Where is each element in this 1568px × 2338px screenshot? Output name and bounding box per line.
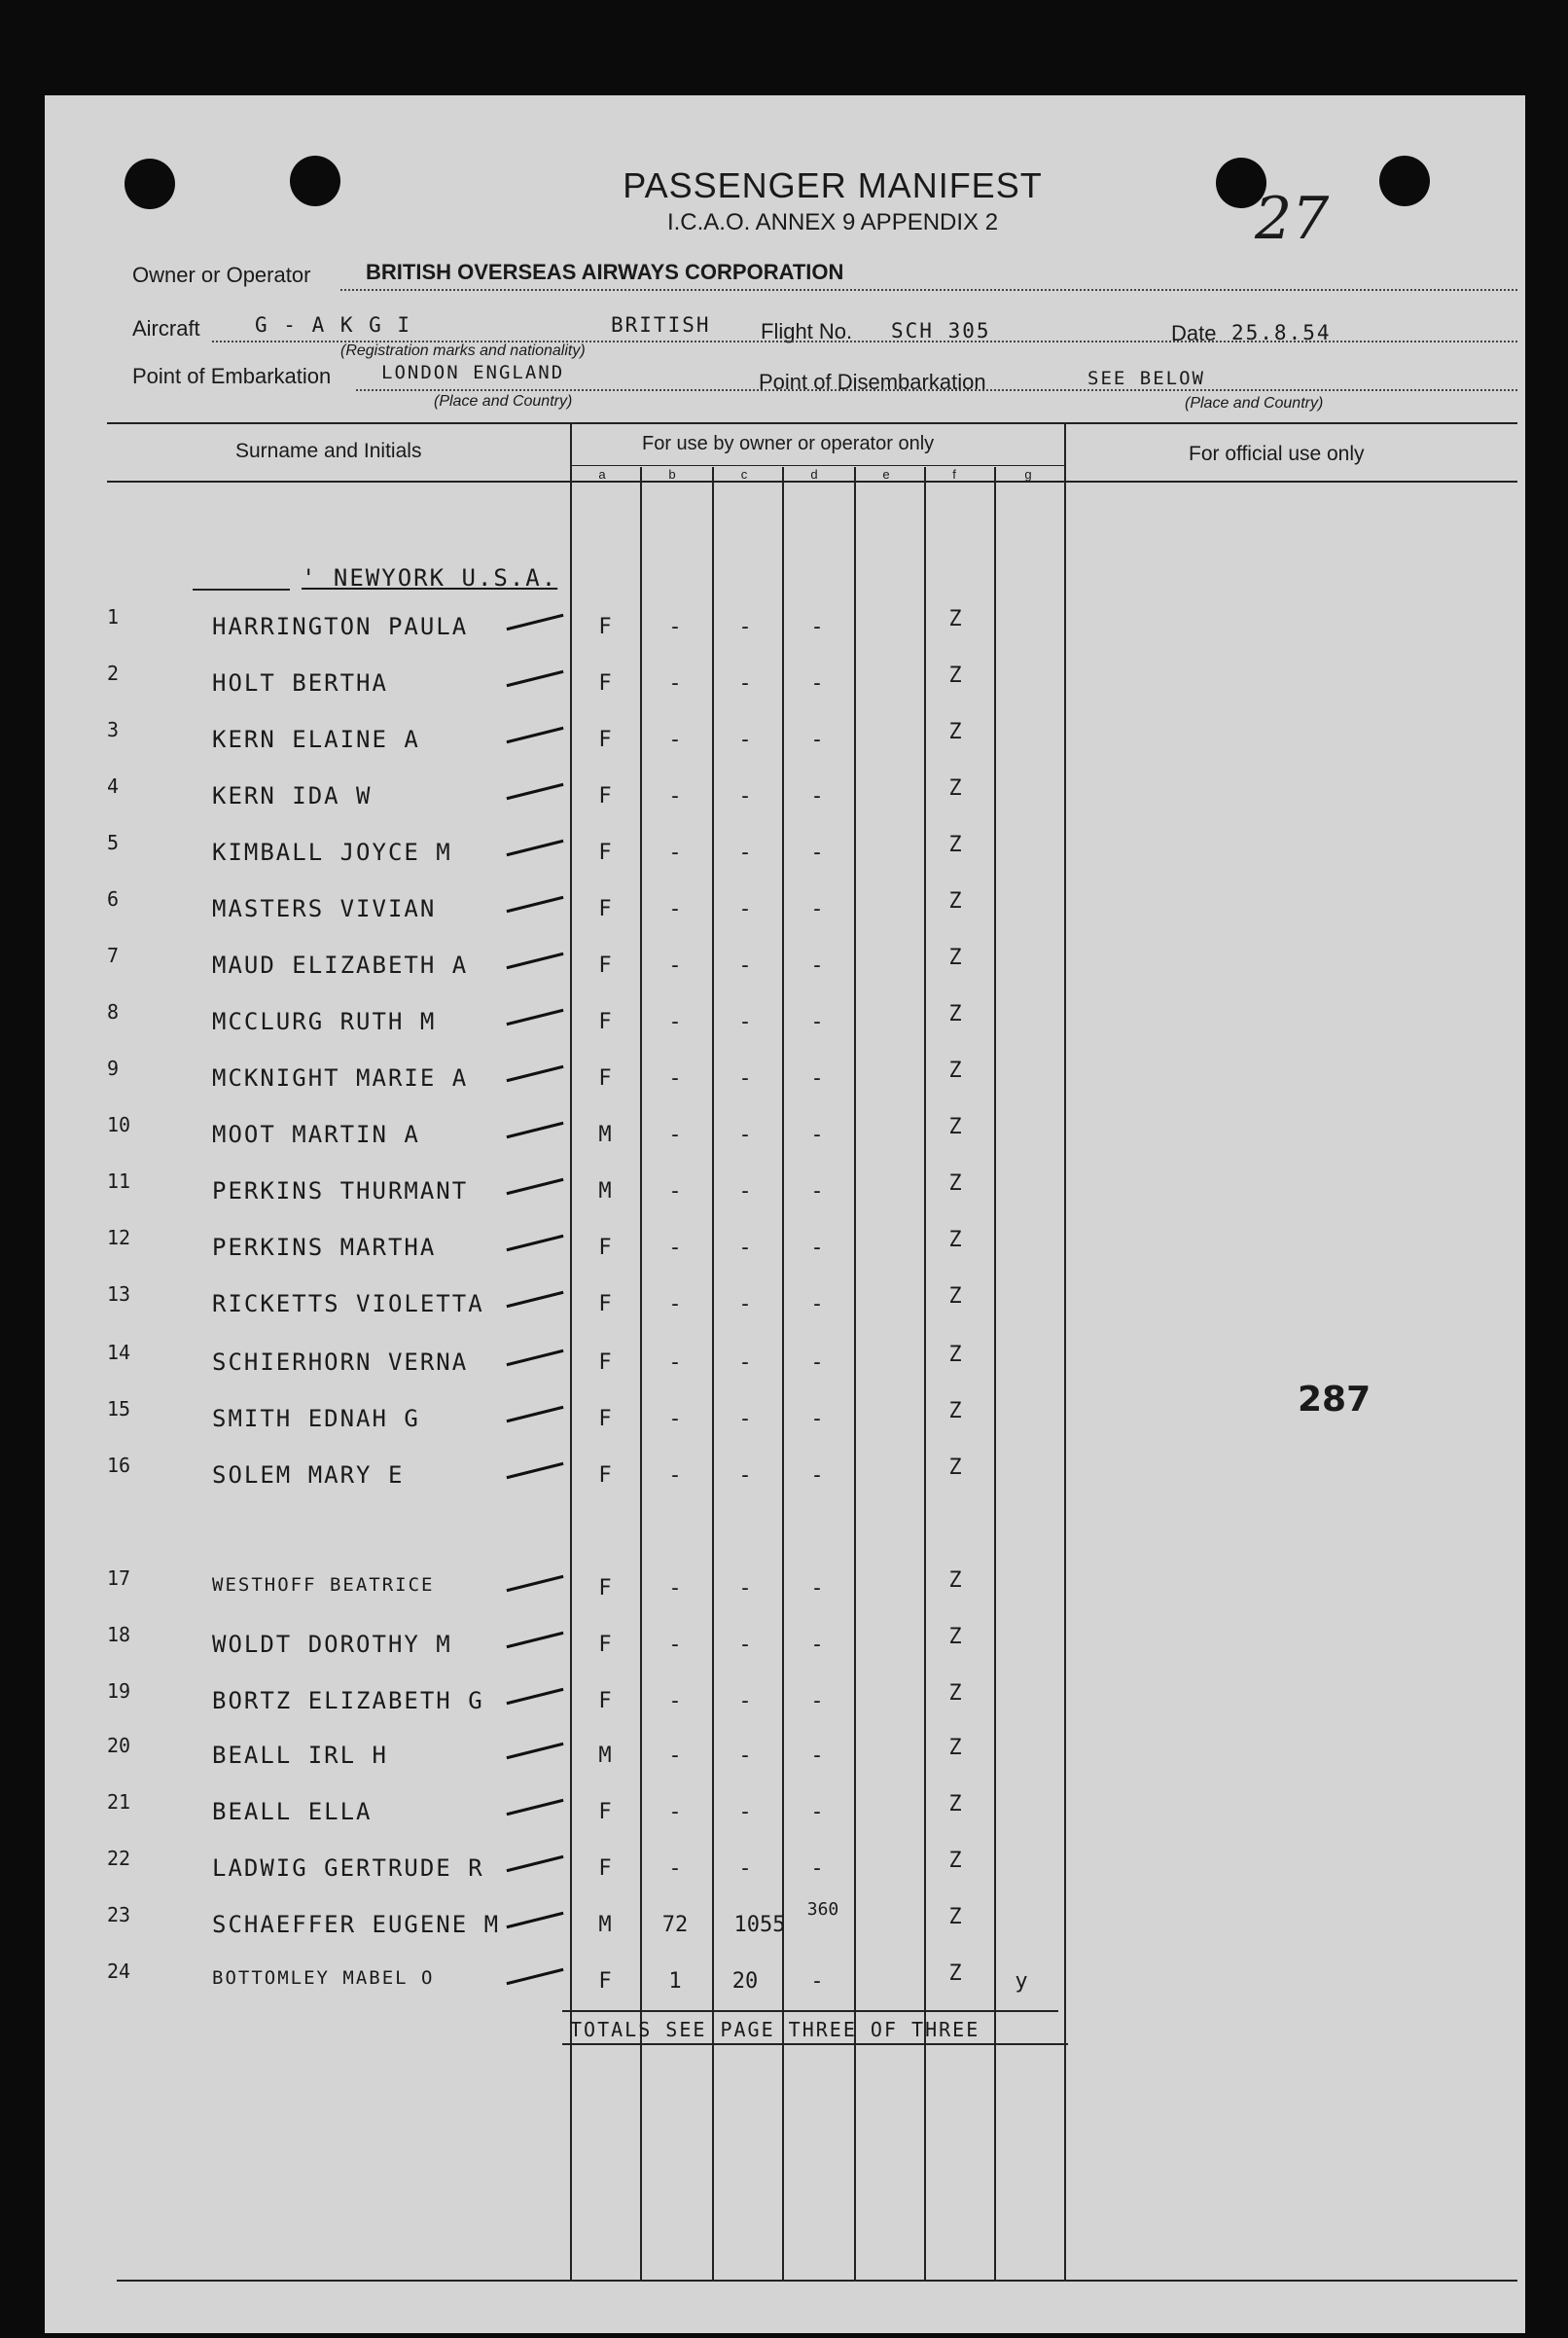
section-destination-label: ' NEWYORK U.S.A. <box>302 564 558 592</box>
cell-c: - <box>738 1407 752 1431</box>
cell-f: Z <box>948 1399 962 1423</box>
cell-f: Z <box>948 1625 962 1649</box>
cell-a: F <box>598 728 612 752</box>
cell-f: Z <box>948 1343 962 1367</box>
cell-f: Z <box>948 1284 962 1309</box>
cell-d: - <box>810 1800 824 1824</box>
row-number: 10 <box>107 1113 131 1136</box>
cell-d: - <box>810 1123 824 1147</box>
cell-a: F <box>598 1292 612 1316</box>
row-number: 5 <box>107 831 120 854</box>
cell-a: F <box>598 953 612 978</box>
cell-d: - <box>810 897 824 921</box>
cell-f: Z <box>948 1736 962 1760</box>
row-number: 20 <box>107 1734 131 1757</box>
row-number: 11 <box>107 1169 131 1193</box>
cell-d: - <box>810 1744 824 1768</box>
cell-f: Z <box>948 720 962 744</box>
column-divider-c <box>782 467 784 2281</box>
passenger-name: MCKNIGHT MARIE A <box>212 1064 469 1092</box>
cell-d: - <box>810 1010 824 1034</box>
official-column-header: For official use only <box>1189 443 1365 465</box>
cell-d: - <box>810 1066 824 1091</box>
column-divider-b <box>712 467 714 2281</box>
cell-b: - <box>668 1010 682 1034</box>
document-subtitle: I.C.A.O. ANNEX 9 APPENDIX 2 <box>666 209 999 235</box>
cell-d: - <box>810 1407 824 1431</box>
cell-c: - <box>738 1123 752 1147</box>
owner-rule <box>340 289 1517 291</box>
cell-a: F <box>598 1856 612 1881</box>
cell-a: F <box>598 1463 612 1488</box>
cell-c: - <box>738 671 752 696</box>
row-number: 9 <box>107 1057 120 1080</box>
cell-b: - <box>668 1744 682 1768</box>
passenger-name: SMITH EDNAH G <box>212 1405 420 1432</box>
cell-a: F <box>598 1407 612 1431</box>
column-divider-f <box>994 467 996 2281</box>
row-number: 12 <box>107 1226 131 1249</box>
row-number: 2 <box>107 662 120 685</box>
date-value: 25.8.54 <box>1231 321 1332 344</box>
passenger-name: SCHAEFFER EUGENE M <box>212 1911 501 1938</box>
passenger-name: KERN IDA W <box>212 782 373 809</box>
cell-a: F <box>598 897 612 921</box>
passenger-name: WESTHOFF BEATRICE <box>212 1574 435 1596</box>
passenger-name: BOTTOMLEY MABEL O <box>212 1967 435 1989</box>
cell-d: - <box>810 1576 824 1601</box>
cell-a: M <box>598 1179 612 1204</box>
cell-d: - <box>810 1350 824 1375</box>
cell-f: Z <box>948 664 962 688</box>
registration-note: (Registration marks and nationality) <box>340 342 586 359</box>
cell-c: - <box>738 953 752 978</box>
cell-d: - <box>810 1236 824 1260</box>
cell-a: F <box>598 1633 612 1657</box>
row-number: 1 <box>107 605 120 629</box>
cell-c: - <box>738 1010 752 1034</box>
cell-c: - <box>738 728 752 752</box>
surname-column-header: Surname and Initials <box>235 440 422 462</box>
cell-f: Z <box>948 1849 962 1873</box>
cell-d: 360 <box>806 1899 839 1920</box>
cell-a: F <box>598 1969 612 1994</box>
passenger-name: LADWIG GERTRUDE R <box>212 1854 484 1882</box>
cell-c: - <box>738 1236 752 1260</box>
passenger-name: KIMBALL JOYCE M <box>212 839 452 866</box>
cell-a: F <box>598 841 612 865</box>
owner-value: BRITISH OVERSEAS AIRWAYS CORPORATION <box>366 260 844 284</box>
passenger-name: MAUD ELIZABETH A <box>212 952 469 979</box>
cell-c: - <box>738 1179 752 1204</box>
subcolumn-d-header: d <box>810 467 818 482</box>
cell-f: Z <box>948 1681 962 1706</box>
cell-b: - <box>668 1856 682 1881</box>
disembark-note: (Place and Country) <box>1185 395 1324 412</box>
column-divider-a <box>640 467 642 2281</box>
handwritten-page-number: 27 <box>1255 185 1330 253</box>
cell-b: - <box>668 897 682 921</box>
cell-c: - <box>738 1463 752 1488</box>
cell-a: M <box>598 1123 612 1147</box>
cell-c: - <box>738 1744 752 1768</box>
cell-b: - <box>668 841 682 865</box>
cell-c: - <box>738 1800 752 1824</box>
official-number: 287 <box>1298 1380 1372 1420</box>
cell-d: - <box>810 1689 824 1713</box>
section-lead-rule <box>193 589 290 591</box>
cell-f: Z <box>948 1059 962 1083</box>
row-number: 14 <box>107 1341 131 1364</box>
row-number: 3 <box>107 718 120 741</box>
cell-c: - <box>738 784 752 809</box>
cell-b: - <box>668 1236 682 1260</box>
column-divider-d <box>854 467 856 2281</box>
subcolumn-c-header: c <box>740 467 748 482</box>
cell-c: 1055 <box>733 1913 786 1937</box>
cell-d: - <box>810 1856 824 1881</box>
passenger-name: HOLT BERTHA <box>212 669 388 697</box>
cell-f: Z <box>948 1002 962 1026</box>
date-label: Date <box>1171 321 1217 345</box>
cell-c: 20 <box>731 1969 759 1994</box>
passenger-name: SCHIERHORN VERNA <box>212 1349 469 1376</box>
cell-b: - <box>668 784 682 809</box>
cell-a: F <box>598 1350 612 1375</box>
subcolumn-e-header: e <box>882 467 890 482</box>
cell-c: - <box>738 615 752 639</box>
passenger-name: SOLEM MARY E <box>212 1461 405 1489</box>
row-number: 6 <box>107 887 120 911</box>
embark-rule <box>356 389 1517 391</box>
row-number: 13 <box>107 1282 131 1306</box>
cell-f: Z <box>948 889 962 914</box>
cell-b: - <box>668 1179 682 1204</box>
cell-a: M <box>598 1744 612 1768</box>
passenger-name: PERKINS MARTHA <box>212 1234 437 1261</box>
cell-d: - <box>810 1969 824 1994</box>
operator-column-header: For use by owner or operator only <box>642 433 935 454</box>
cell-a: F <box>598 671 612 696</box>
cell-f: Z <box>948 607 962 631</box>
table-bottom-rule <box>117 2280 1517 2282</box>
cell-d: - <box>810 1633 824 1657</box>
passenger-name: MASTERS VIVIAN <box>212 895 437 922</box>
totals-bottom-rule <box>562 2043 1068 2045</box>
passenger-name: BORTZ ELIZABETH G <box>212 1687 484 1714</box>
cell-d: - <box>810 953 824 978</box>
cell-c: - <box>738 1689 752 1713</box>
cell-b: - <box>668 1463 682 1488</box>
operator-subheader-rule <box>570 465 1066 466</box>
cell-b: - <box>668 1633 682 1657</box>
cell-f: Z <box>948 1905 962 1929</box>
cell-f: Z <box>948 1456 962 1480</box>
cell-b: - <box>668 728 682 752</box>
cell-f: Z <box>948 776 962 801</box>
cell-f: Z <box>948 1568 962 1593</box>
passenger-name: BEALL ELLA <box>212 1798 373 1825</box>
embark-label: Point of Embarkation <box>132 364 332 388</box>
passenger-name: MCCLURG RUTH M <box>212 1008 437 1035</box>
subcolumn-g-header: g <box>1024 467 1032 482</box>
cell-d: - <box>810 1463 824 1488</box>
row-number: 17 <box>107 1566 131 1590</box>
cell-b: - <box>668 1066 682 1091</box>
owner-label: Owner or Operator <box>132 263 311 287</box>
row-number: 15 <box>107 1397 131 1421</box>
passenger-name: BEALL IRL H <box>212 1742 388 1769</box>
row-number: 24 <box>107 1960 131 1983</box>
cell-b: - <box>668 671 682 696</box>
passenger-name: KERN ELAINE A <box>212 726 420 753</box>
cell-d: - <box>810 784 824 809</box>
row-number: 18 <box>107 1623 131 1646</box>
flight-value: SCH 305 <box>891 319 991 342</box>
cell-b: - <box>668 953 682 978</box>
manifest-sheet <box>45 95 1525 2333</box>
cell-g: y <box>1015 1969 1028 1994</box>
cell-a: M <box>598 1913 612 1937</box>
row-number: 8 <box>107 1000 120 1024</box>
cell-c: - <box>738 1633 752 1657</box>
row-number: 19 <box>107 1679 131 1703</box>
cell-c: - <box>738 1576 752 1601</box>
passenger-name: HARRINGTON PAULA <box>212 613 469 640</box>
cell-b: - <box>668 1350 682 1375</box>
cell-a: F <box>598 1576 612 1601</box>
cell-b: - <box>668 615 682 639</box>
document-title: PASSENGER MANIFEST <box>623 165 1043 205</box>
subcolumn-f-header: f <box>952 467 956 482</box>
cell-b: - <box>668 1689 682 1713</box>
cell-d: - <box>810 1292 824 1316</box>
cell-b: - <box>668 1407 682 1431</box>
row-number: 4 <box>107 774 120 798</box>
cell-f: Z <box>948 833 962 857</box>
flight-label: Flight No. <box>761 319 853 343</box>
cell-f: Z <box>948 1171 962 1196</box>
cell-c: - <box>738 1856 752 1881</box>
cell-b: 1 <box>668 1969 682 1994</box>
cell-f: Z <box>948 1792 962 1816</box>
cell-a: F <box>598 1236 612 1260</box>
cell-d: - <box>810 841 824 865</box>
aircraft-value: G - A K G I <box>255 313 412 337</box>
row-number: 22 <box>107 1847 131 1870</box>
row-number: 21 <box>107 1790 131 1814</box>
cell-f: Z <box>948 1228 962 1252</box>
cell-d: - <box>810 728 824 752</box>
disembark-label: Point of Disembarkation <box>759 370 986 394</box>
table-top-rule <box>107 422 1517 424</box>
cell-f: Z <box>948 1115 962 1139</box>
cell-c: - <box>738 1292 752 1316</box>
cell-c: - <box>738 1066 752 1091</box>
subcolumn-a-header: a <box>598 467 606 482</box>
cell-b: 72 <box>661 1913 689 1937</box>
embark-value: LONDON ENGLAND <box>381 362 565 383</box>
cell-b: - <box>668 1292 682 1316</box>
disembark-value: SEE BELOW <box>1087 368 1205 389</box>
cell-b: - <box>668 1576 682 1601</box>
passenger-name: PERKINS THURMANT <box>212 1177 469 1205</box>
cell-d: - <box>810 615 824 639</box>
cell-d: - <box>810 671 824 696</box>
passenger-name: WOLDT DOROTHY M <box>212 1631 452 1658</box>
embark-note: (Place and Country) <box>434 393 573 410</box>
totals-top-rule <box>562 2010 1058 2012</box>
cell-f: Z <box>948 946 962 970</box>
row-number: 16 <box>107 1454 131 1477</box>
cell-c: - <box>738 1350 752 1375</box>
column-divider-e <box>924 467 926 2281</box>
cell-a: F <box>598 784 612 809</box>
cell-b: - <box>668 1800 682 1824</box>
cell-a: F <box>598 1010 612 1034</box>
column-divider-official <box>1064 422 1066 2281</box>
totals-note: TOTALS SEE PAGE THREE OF THREE <box>570 2018 980 2041</box>
column-divider-surname <box>570 422 572 2281</box>
cell-d: - <box>810 1179 824 1204</box>
passenger-name: MOOT MARTIN A <box>212 1121 420 1148</box>
cell-a: F <box>598 1800 612 1824</box>
cell-a: F <box>598 615 612 639</box>
cell-b: - <box>668 1123 682 1147</box>
nationality-value: BRITISH <box>611 313 711 337</box>
cell-f: Z <box>948 1961 962 1986</box>
aircraft-label: Aircraft <box>132 316 200 341</box>
cell-c: - <box>738 897 752 921</box>
row-number: 23 <box>107 1903 131 1926</box>
passenger-name: RICKETTS VIOLETTA <box>212 1290 484 1317</box>
cell-a: F <box>598 1689 612 1713</box>
row-number: 7 <box>107 944 120 967</box>
subcolumn-b-header: b <box>668 467 676 482</box>
cell-c: - <box>738 841 752 865</box>
cell-a: F <box>598 1066 612 1091</box>
